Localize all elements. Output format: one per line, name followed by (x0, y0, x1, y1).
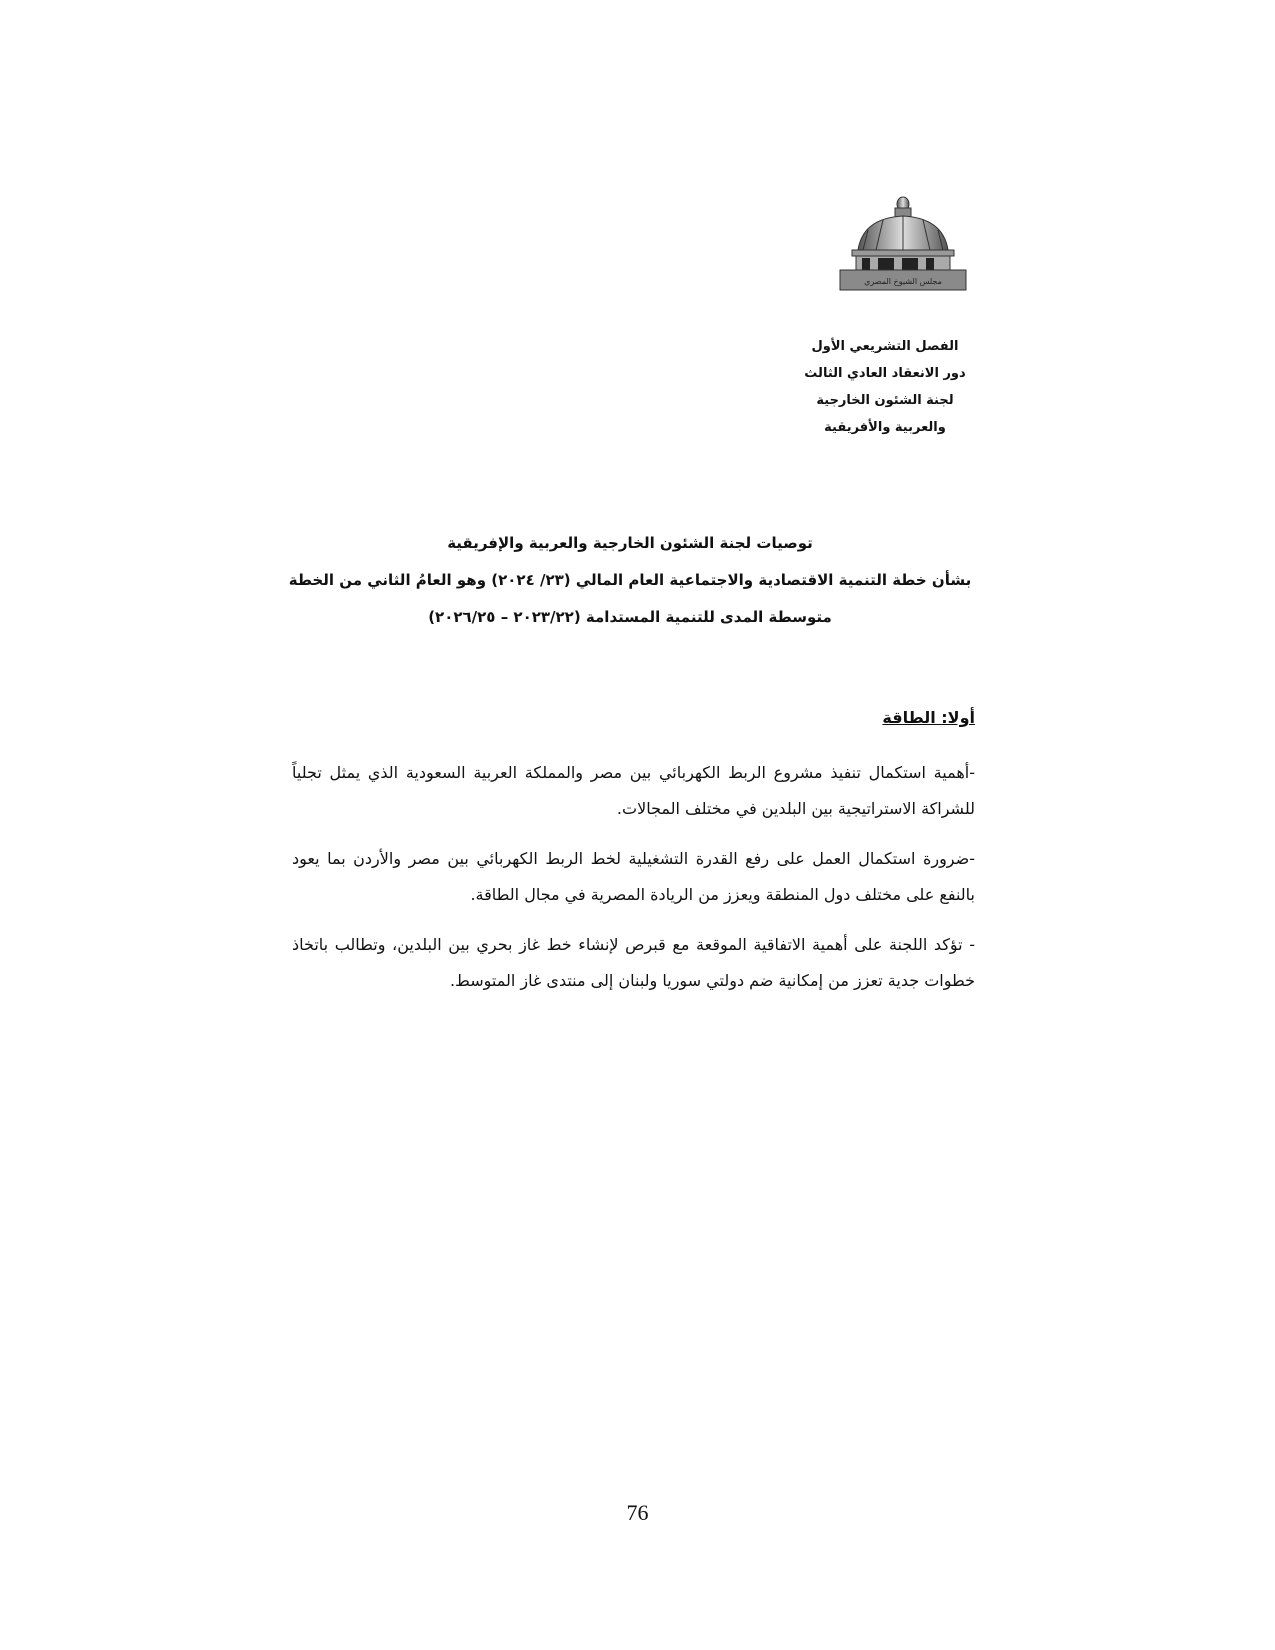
title-line: توصيات لجنة الشئون الخارجية والعربية والإفريقية (447, 534, 813, 552)
header-line: الفصل التشريعي الأول (811, 339, 959, 354)
paragraph: -أهمية استكمال تنفيذ مشروع الربط الكهربائي بين مصر والمملكة العربية السعودية الذي يمثل تجلياً للشراكة الاستراتيجية بين البلدين في مختلف المجالات. (292, 763, 975, 818)
section-heading: أولا: الطاقة (882, 708, 975, 727)
svg-text:مجلس الشيوخ المصري: مجلس الشيوخ المصري (864, 277, 942, 286)
page-number: 76 (626, 1500, 649, 1525)
paragraph: - تؤكد اللجنة على أهمية الاتفاقية الموقعة مع قبرص لإنشاء خط غاز بحري بين البلدين، وتطالب باتخاذ خطوات جدية تعزز من إمكانية ضم دولتي سوريا ولبنان إلى منتدى غاز المتوسط. (292, 935, 975, 990)
header-line: دور الانعقاد العادي الثالث (804, 366, 966, 381)
header-line: لجنة الشئون الخارجية (816, 393, 954, 408)
title-line: متوسطة المدى للتنمية المستدامة (٢٠٢٣/٢٢ – ٢٠٢٦/٢٥) (428, 608, 832, 626)
senate-logo (838, 190, 968, 300)
header-line: والعربية والأفريقية (824, 420, 946, 435)
section-body (292, 755, 975, 1013)
committee-header (790, 333, 980, 441)
document-title (280, 525, 980, 636)
paragraph: -ضرورة استكمال العمل على رفع القدرة التشغيلية لخط الربط الكهربائي بين مصر والأردن بما يعود بالنفع على مختلف دول المنطقة ويعزز من الريادة المصرية في مجال الطاقة. (292, 849, 975, 904)
title-line: بشأن خطة التنمية الاقتصادية والاجتماعية العام المالي (٢٣/ ٢٠٢٤) وهو العامُ الثاني من الخطة (288, 571, 972, 589)
